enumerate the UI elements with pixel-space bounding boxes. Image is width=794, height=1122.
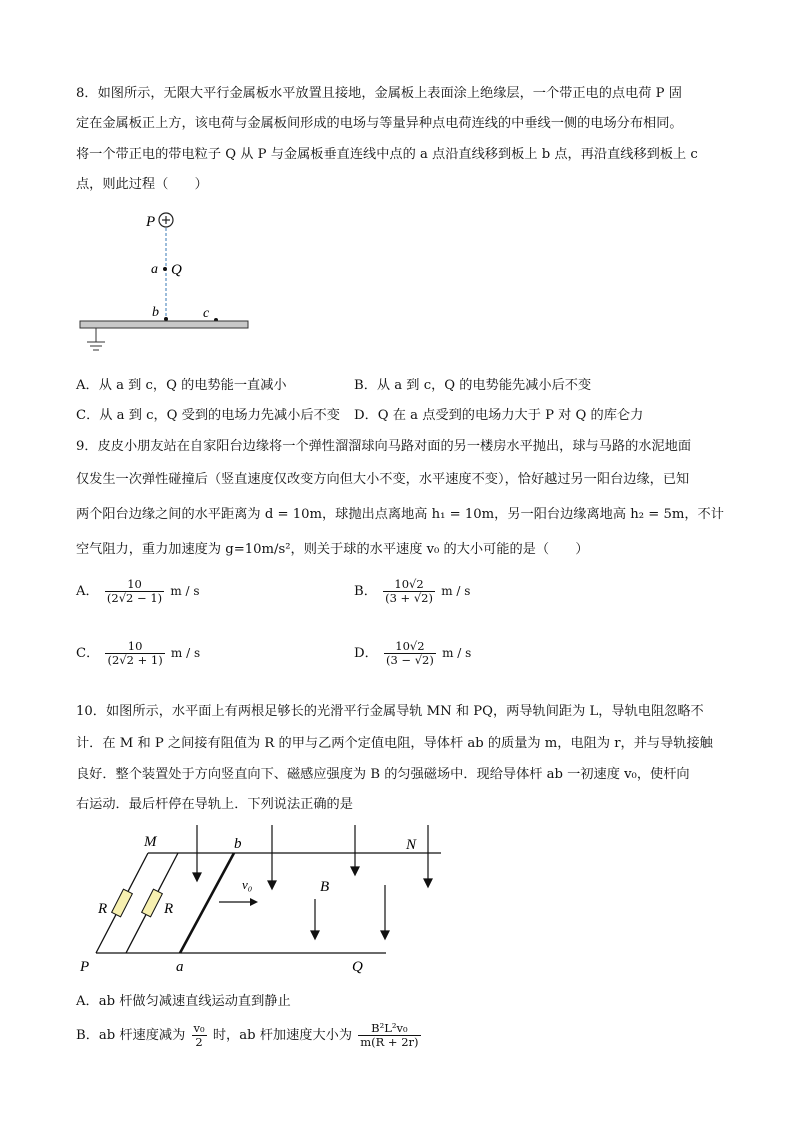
label-M: M: [144, 834, 157, 850]
q9-stem-line-2: 仅发生一次弹性碰撞后（竖直速度仅改变方向但大小不变，水平速度不变），恰好越过另一阳台边缘，已知: [76, 472, 690, 487]
q9-option-b: B． $\frac{10√2}{(3 + √2)}$ m / s: [354, 577, 471, 605]
label-R1: R: [98, 901, 108, 917]
label-P: P: [80, 959, 90, 975]
label-B: B: [320, 879, 330, 895]
q9-stem-line-1: 9．皮皮小朋友站在自家阳台边缘将一个弹性溜溜球向马路对面的另一楼房水平抛出，球与马路的水泥地面: [76, 439, 692, 454]
q8-stem-line-4: 点，则此过程（ ）: [76, 177, 208, 192]
q8-stem-line-1: 8．如图所示，无限大平行金属板水平放置且接地，金属板上表面涂上绝缘层，一个带正电的点电荷 P 固: [76, 86, 682, 101]
q8-option-b: B．从 a 到 c，Q 的电势能先减小后不变: [354, 378, 592, 393]
q10-stem-line-3: 良好．整个装置处于方向竖直向下、磁感应强度为 B 的匀强磁场中．现给导体杆 ab 一初速度 v₀，使杆向: [76, 767, 690, 782]
label-a: a: [176, 959, 184, 975]
q8-figure: [70, 200, 260, 370]
label-b: b: [234, 836, 242, 852]
q10-stem-line-1: 10．如图所示，水平面上有两根足够长的光滑平行金属导轨 MN 和 PQ，两导轨间距为 L，导轨电阻忽略不: [76, 704, 704, 719]
resistor-1: [112, 889, 133, 917]
q8-label-P: P: [146, 214, 156, 230]
q8-stem-line-2: 定在金属板正上方，该电荷与金属板间形成的电场与等量异种点电荷连线的中垂线一侧的电场分布相同。: [76, 116, 683, 131]
q9-option-a: A． $\frac{10}{(2√2 - 1)}$ m / s: [76, 577, 200, 605]
q10-figure: [76, 825, 456, 975]
q10-option-a: A．ab 杆做匀减速直线运动直到静止: [76, 994, 291, 1009]
q9-stem-line-3: 两个阳台边缘之间的水平距离为 d = 10m，球抛出点离地高 h₁ = 10m，另一阳台边缘离地高 h₂ = 5m，不计: [76, 507, 724, 522]
label-N: N: [406, 837, 417, 853]
q8-label-b: b: [152, 305, 159, 320]
label-v0: v₀: [242, 877, 253, 892]
metal-plate: [80, 321, 248, 328]
label-R2: R: [164, 901, 174, 917]
magnetic-field-arrows: [193, 825, 432, 939]
label-Q: Q: [352, 959, 363, 975]
q10-option-b: B．ab 杆速度减为 $\frac{\text{v₀}}{2}$ 时，ab 杆加速度大小为 $\frac{\text{B²L²v₀}}{m(R + 2r)}$: [76, 1021, 419, 1049]
q8-label-c: c: [203, 306, 210, 321]
q8-option-c: C．从 a 到 c，Q 受到的电场力先减小后不变: [76, 408, 340, 423]
q8-stem-line-3: 将一个带正电的带电粒子 Q 从 P 与金属板垂直连线中点的 a 点沿直线移到板上 b 点，再沿直线移到板上 c: [76, 147, 698, 162]
q8-option-a: A．从 a 到 c，Q 的电势能一直减小: [76, 378, 287, 393]
q9-option-d: D． $\frac{10√2}{(3 - √2)}$ m / s: [354, 639, 472, 667]
q10-stem-line-4: 右运动．最后杆停在导轨上．下列说法正确的是: [76, 797, 353, 812]
q10-stem-line-2: 计．在 M 和 P 之间接有阻值为 R 的甲与乙两个定值电阻，导体杆 ab 的质量为 m，电阻为 r，并与导轨接触: [76, 736, 713, 751]
q8-option-d: D．Q 在 a 点受到的电场力大于 P 对 Q 的库仑力: [354, 408, 644, 423]
conductor-rod-ab: [180, 853, 234, 953]
resistor-2: [142, 889, 163, 917]
q9-option-c: C． $\frac{10}{(2√2 + 1)}$ m / s: [76, 639, 201, 667]
q9-stem-line-4: 空气阻力，重力加速度为 g=10m/s²，则关于球的水平速度 v₀ 的大小可能的是（ ）: [76, 542, 589, 557]
q8-label-Q: Q: [171, 262, 182, 278]
q8-label-a: a: [151, 262, 158, 277]
